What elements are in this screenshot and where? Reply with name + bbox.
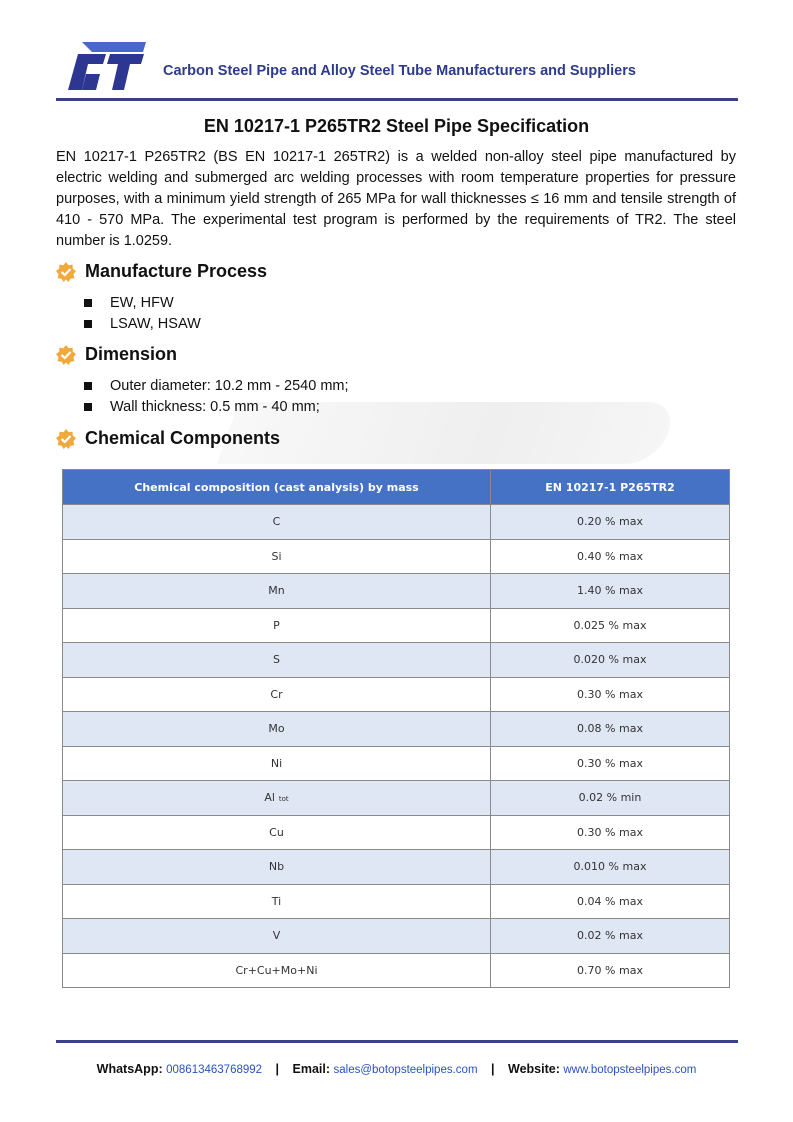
value-cell: 0.20 % max bbox=[491, 505, 730, 540]
element-symbol: C bbox=[272, 515, 281, 529]
intro-paragraph: EN 10217-1 P265TR2 (BS EN 10217-1 265TR2) is a welded non-alloy steel pipe manufactured by electric welding and submerged arc welding processes with room temperature properties for pressure purposes, with a minimum yield strength of 265 MPa for wall thicknesses ≤ 16 mm and tensile strength of 410 - 570 MPa. The experimental test program is performed by the requirements of TR2. The steel number is 1.0259. bbox=[56, 149, 736, 249]
value-cell: 0.08 % max bbox=[491, 712, 730, 747]
dimension-list bbox=[84, 375, 349, 418]
element-cell bbox=[63, 505, 491, 540]
website-link[interactable]: www.botopsteelpipes.com bbox=[563, 1064, 697, 1076]
element-symbol: Mo bbox=[268, 722, 285, 736]
column-header-composition: Chemical composition (cast analysis) by mass bbox=[63, 470, 491, 505]
table-row bbox=[63, 746, 730, 781]
element-symbol: Nb bbox=[268, 860, 285, 874]
element-cell bbox=[63, 919, 491, 954]
table-row bbox=[63, 815, 730, 850]
element-symbol: Al bbox=[264, 791, 275, 805]
value-cell: 0.02 % max bbox=[491, 919, 730, 954]
email-link[interactable]: sales@botopsteelpipes.com bbox=[333, 1064, 478, 1076]
element-cell bbox=[63, 574, 491, 609]
element-symbol: Mn bbox=[268, 584, 285, 598]
section-heading-chemical bbox=[56, 428, 280, 449]
table-row bbox=[63, 539, 730, 574]
bullet-square-icon bbox=[84, 320, 92, 328]
list-item: EW, HFW bbox=[84, 292, 201, 314]
value-cell: 0.010 % max bbox=[491, 850, 730, 885]
bullet-square-icon bbox=[84, 382, 92, 390]
value-cell: 0.30 % max bbox=[491, 815, 730, 850]
section-heading-text: Dimension bbox=[85, 344, 178, 364]
value-cell: 1.40 % max bbox=[491, 574, 730, 609]
page-footer bbox=[0, 1062, 793, 1076]
website-label: Website: bbox=[508, 1062, 560, 1076]
element-cell bbox=[63, 815, 491, 850]
badge-check-icon bbox=[56, 345, 76, 365]
company-logo bbox=[66, 40, 148, 92]
element-symbol: Ni bbox=[270, 756, 283, 770]
badge-check-icon bbox=[56, 429, 76, 449]
value-cell: 0.025 % max bbox=[491, 608, 730, 643]
chemical-composition-table bbox=[62, 469, 730, 988]
header-divider bbox=[56, 98, 738, 101]
table-row bbox=[63, 712, 730, 747]
element-cell bbox=[63, 884, 491, 919]
value-cell: 0.02 % min bbox=[491, 781, 730, 816]
section-heading-text: Chemical Components bbox=[85, 428, 281, 448]
bullet-square-icon bbox=[84, 299, 92, 307]
list-item: Wall thickness: 0.5 mm - 40 mm; bbox=[84, 397, 349, 419]
section-heading-dimension bbox=[56, 344, 177, 365]
table-header-row bbox=[63, 470, 730, 505]
whatsapp-number[interactable]: 008613463768992 bbox=[166, 1064, 263, 1076]
whatsapp-label: WhatsApp: bbox=[96, 1062, 163, 1076]
bullet-square-icon bbox=[84, 403, 92, 411]
footer-divider bbox=[56, 1040, 738, 1043]
element-cell bbox=[63, 781, 491, 816]
element-cell bbox=[63, 539, 491, 574]
element-cell bbox=[63, 746, 491, 781]
table-row bbox=[63, 505, 730, 540]
element-cell bbox=[63, 712, 491, 747]
table-row bbox=[63, 781, 730, 816]
element-symbol: Si bbox=[271, 549, 282, 563]
table-row bbox=[63, 850, 730, 885]
element-cell bbox=[63, 850, 491, 885]
column-header-grade: EN 10217-1 P265TR2 bbox=[491, 470, 730, 505]
element-cell bbox=[63, 953, 491, 988]
table-row bbox=[63, 608, 730, 643]
element-symbol: S bbox=[273, 653, 280, 667]
element-symbol: Ti bbox=[271, 894, 282, 908]
value-cell: 0.70 % max bbox=[491, 953, 730, 988]
element-cell bbox=[63, 608, 491, 643]
value-cell: 0.020 % max bbox=[491, 643, 730, 678]
footer-separator: | bbox=[275, 1062, 280, 1076]
value-cell: 0.04 % max bbox=[491, 884, 730, 919]
element-cell bbox=[63, 643, 491, 678]
page-title: EN 10217-1 P265TR2 Steel Pipe Specification bbox=[203, 116, 590, 136]
table-row bbox=[63, 919, 730, 954]
element-symbol: V bbox=[272, 929, 281, 943]
value-cell: 0.30 % max bbox=[491, 677, 730, 712]
element-symbol: Cu bbox=[269, 825, 284, 839]
element-symbol: Cr bbox=[270, 687, 283, 701]
section-heading-text: Manufacture Process bbox=[85, 261, 268, 281]
table-row bbox=[63, 643, 730, 678]
table-row bbox=[63, 953, 730, 988]
list-item: Outer diameter: 10.2 mm - 2540 mm; bbox=[84, 375, 349, 397]
element-symbol: Cr+Cu+Mo+Ni bbox=[235, 963, 318, 977]
table-body bbox=[63, 505, 730, 988]
element-symbol: P bbox=[273, 618, 280, 632]
value-cell: 0.30 % max bbox=[491, 746, 730, 781]
section-heading-manufacture bbox=[56, 261, 267, 282]
footer-separator: | bbox=[491, 1062, 495, 1076]
badge-check-icon bbox=[56, 262, 76, 282]
value-cell: 0.40 % max bbox=[491, 539, 730, 574]
manufacture-list bbox=[84, 292, 201, 335]
table-row bbox=[63, 574, 730, 609]
table-row bbox=[63, 677, 730, 712]
page-header bbox=[0, 0, 793, 100]
email-label: Email: bbox=[292, 1062, 331, 1076]
list-item: LSAW, HSAW bbox=[84, 314, 201, 336]
table-row bbox=[63, 884, 730, 919]
header-tagline: Carbon Steel Pipe and Alloy Steel Tube Manufacturers and Suppliers bbox=[163, 63, 636, 79]
element-subscript: tot bbox=[278, 795, 289, 804]
element-cell bbox=[63, 677, 491, 712]
